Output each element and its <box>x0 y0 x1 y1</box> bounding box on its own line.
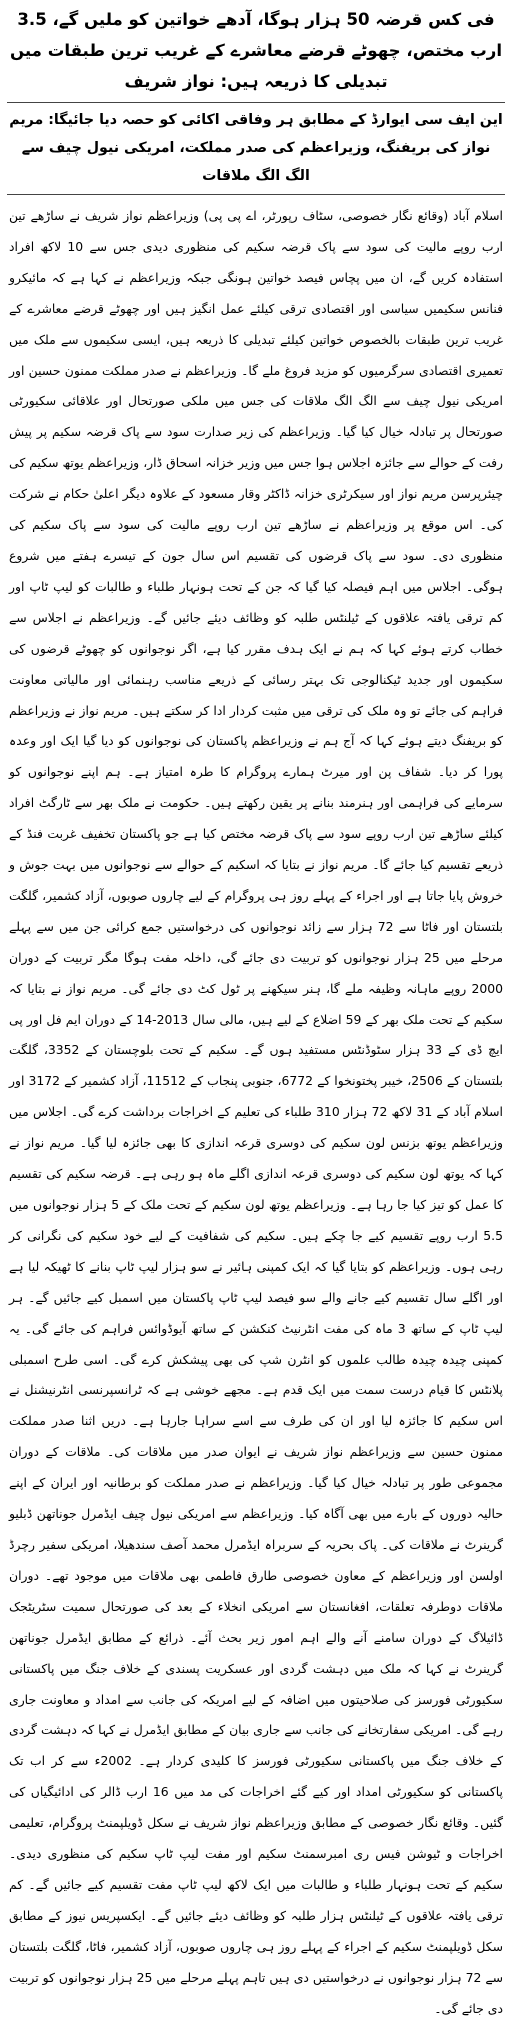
article-body: اسلام آباد (وقائع نگار خصوصی، سٹاف رپورٹر، اے پی پی) وزیراعظم نواز شریف نے ساڑھے تین ارب روپے مالیت کی سود سے پاک قرضہ سکیم کی منظوری دیدی جس سے 10 لاکھ افراد استفادہ کریں گے، ان میں پچاس فیصد خواتین ہونگی جبکہ وزیراعظم نے کہا ہے کہ مائیکرو فنانس سکیمیں سیاسی اور اقتصادی ترقی کیلئے عمل انگیز ہیں اور چھوٹے قرضے معاشرے کے غریب ترین طبقات بالخصوص خواتین کیلئے تبدیلی کا ذریعہ ہیں، ایسی سکیموں سے ملک میں تعمیری اقتصادی سرگرمیوں کو مزید فروغ ملے گا۔ وزیراعظم نے صدر مملکت ممنون حسین اور امریکی نیول چیف سے الگ الگ ملاقات کی جس میں ملکی صورتحال اور علاقائی سکیورٹی صورتحال پر تبادلہ خیال کیا گیا۔ وزیراعظم کی زیر صدارت سود سے پاک قرضہ سکیم پر پیش رفت کے حوالے سے جائزہ اجلاس ہوا جس میں وزیر خزانہ اسحاق ڈار، وزیراعظم یوتھ سکیم کی چیئرپرسن مریم نواز اور سیکرٹری خزانہ ڈاکٹر وقار مسعود کے علاوہ دیگر اعلیٰ حکام نے شرکت کی۔ اس موقع پر وزیراعظم نے ساڑھے تین ارب روپے مالیت کی سود سے پاک سکیم کی منظوری دی۔ سود سے پاک قرضوں کی تقسیم اس سال جون کے تیسرے ہفتے میں شروع ہوگی۔ اجلاس میں اہم فیصلہ کیا گیا کہ جن کے تحت ہونہار طلباء و طالبات کو لیپ ٹاپ اور کم ترقی یافتہ علاقوں کے ٹیلنٹس طلبہ کو وظائف دیئے جائیں گے۔ وزیراعظم نے اجلاس سے خطاب کرتے ہوئے کہا کہ ہم نے ایک ہدف مقرر کیا ہے، اگر نوجوانوں کو چھوٹے قرضوں کی سکیموں اور جدید ٹیکنالوجی تک بہتر رسائی کے ذریعے مناسب رہنمائی اور مالیاتی معاونت فراہم کی جائے تو وہ ملک کی ترقی میں مثبت کردار ادا کر سکتے ہیں۔ مریم نواز نے وزیراعظم کو بریفنگ دیتے ہوئے کہا کہ آج ہم نے وزیراعظم پاکستان کی نوجوانوں کو دیا گیا ایک اور وعدہ پورا کر دیا۔ شفاف پن اور میرٹ ہمارے پروگرام کا طرہ امتیاز ہے۔ ہم اپنے نوجوانوں کو سرمایے کی فراہمی اور ہنرمند بنانے پر یقین رکھتے ہیں۔ حکومت نے ملک بھر سے ٹارگٹ افراد کیلئے ساڑھے تین ارب روپے سود سے پاک قرضہ مختص کیا ہے جو پاکستان تخفیف غربت فنڈ کے ذریعے تقسیم کیا جائے گا۔ مریم نواز نے بتایا کہ اسکیم کے حوالے سے نوجوانوں میں بہت جوش و خروش پایا جاتا ہے اور اجراء کے پہلے روز ہی پروگرام کے لیے چاروں صوبوں، آزاد کشمیر، گلگت بلتستان اور فاٹا سے 72 ہزار سے زائد نوجوانوں کی درخواستیں جمع کرائی جن میں سے پہلے مرحلے میں 25 ہزار نوجوانوں کو تربیت دی جائے گی، داخلہ مفت ہوگا مگر تربیت کے دوران 2000 روپے ماہانہ وظیفہ ملے گا، ہنر سیکھنے پر ٹول کٹ دی جائے گی۔ مریم نواز نے بتایا کہ سکیم کے تحت ملک بھر کے 59 اضلاع کے لیے ہیں، مالی سال 2013-14 کے دوران ایم فل اور پی ایچ ڈی کے 33 ہزار سٹوڈنٹس مستفید ہوں گے۔ سکیم کے تحت بلوچستان کے 3352، گلگت بلتستان کے 2506، خیبر پختونخوا کے 6772، جنوبی پنجاب کے 11512، آزاد کشمیر کے 3172 اور اسلام آباد کے 31 لاکھ 72 ہزار 310 طلباء کی تعلیم کے اخراجات برداشت کرے گی۔ اجلاس میں وزیراعظم یوتھ بزنس لون سکیم کی دوسری قرعہ اندازی کا بھی جائزہ لیا گیا۔ مریم نواز نے کہا کہ یوتھ لون سکیم کی دوسری قرعہ اندازی اگلے ماہ ہو رہی ہے۔ قرضہ سکیم کی تقسیم کا عمل کو تیز کیا جا رہا ہے۔ وزیراعظم یوتھ لون سکیم کے تحت ملک کے 5 ہزار نوجوانوں میں 5.5 ارب روپے تقسیم کیے جا چکے ہیں۔ سکیم کی شفافیت کے لیے خود سکیم کی نگرانی کر رہی ہوں۔ وزیراعظم کو بتایا گیا کہ ایک کمپنی ہائیر نے سو ہزار لیپ ٹاپ بنانے کا ٹھیکہ لیا ہے اور اگلے سال تقسیم کیے جانے والے سو فیصد لیپ ٹاپ پاکستان میں اسمبل کیے جائیں گے۔ ہر لیپ ٹاپ کے ساتھ 3 ماہ کی مفت انٹرنیٹ کنکشن کے ساتھ آیوڈوائس فراہم کی جائے گی۔ یہ کمپنی چیدہ چیدہ طالب علموں کو انٹرن شپ کی بھی پیشکش کرے گی۔ اسی طرح اسمبلی پلانٹس کا قیام درست سمت میں ایک قدم ہے۔ مجھے خوشی ہے کہ ٹرانسپرنسی انٹرنیشنل نے اس سکیم کا جائزہ لیا اور ان کی طرف سے اسے سراہا جارہا ہے۔ دریں اثنا صدر مملکت ممنون حسین سے وزیراعظم نواز شریف نے ایوان صدر میں ملاقات کی۔ ملاقات کے دوران مجموعی طور پر تبادلہ خیال کیا گیا۔ وزیراعظم نے صدر مملکت کو برطانیہ اور ایران کے اپنے حالیہ دوروں کے بارے میں بھی آگاہ کیا۔ وزیراعظم سے امریکی نیول چیف ایڈمرل جوناتھن ڈبلیو گرینرٹ نے ملاقات کی۔ پاک بحریہ کے سربراہ ایڈمرل محمد آصف سندھیلا، امریکی سفیر رچرڈ اولسن اور وزیراعظم کے معاون خصوصی طارق فاطمی بھی ملاقات میں موجود تھے۔ دوران ملاقات دوطرفہ تعلقات، افغانستان سے امریکی انخلاء کے بعد کی صورتحال سمیت سٹریٹجک ڈائیلاگ کے دوران سامنے آنے والے اہم امور زیر بحث آئے۔ ذرائع کے مطابق ایڈمرل جوناتھن گرینرٹ نے کہا کہ ملک میں دہشت گردی اور عسکریت پسندی کے خلاف جنگ میں پاکستانی سکیورٹی فورسز کی صلاحیتوں میں اضافہ کے لیے امریکہ کی جانب سے امداد و معاونت جاری رہے گی۔ امریکی سفارتخانے کی جانب سے جاری بیان کے مطابق ایڈمرل نے کہا کہ دہشت گردی کے خلاف جنگ میں پاکستانی سکیورٹی فورسز کا کلیدی کردار ہے۔ 2002ء سے کر اب تک پاکستانی کو سکیورٹی امداد اور کیے گئے اخراجات کی مد میں 16 ارب ڈالر کی ادائیگیاں کی گئیں۔ وقائع نگار خصوصی کے مطابق وزیراعظم نواز شریف نے سکل ڈویلپمنٹ پروگرام، تعلیمی اخراجات و ٹیوشن فیس ری امبرسمنٹ سکیم اور مفت لیپ ٹاپ سکیم کی منظوری دیدی۔ سکیم کے تحت ہونہار طلباء و طالبات میں ایک لاکھ لیپ ٹاپ مفت تقسیم کیے جائیں گے۔ کم ترقی یافتہ علاقوں کے ٹیلنٹس ہزار طلبہ کو وظائف دیئے جائیں گے۔ ایکسپریس نیوز کے مطابق سکل ڈویلپمنٹ سکیم کے اجراء کے پہلے روز ہی چاروں صوبوں، آزاد کشمیر، فاٹا، گلگت بلتستان سے 72 ہزار نوجوانوں نے درخواستیں دی ہیں تاہم پہلے مرحلے میں 25 ہزار نوجوانوں کو تربیت دی جائے گی۔ <box>9 208 504 2016</box>
headline: فی کس قرضہ 50 ہزار ہوگا، آدھے خواتین کو ملیں گے، 3.5 ارب مختص، چھوٹے قرضے معاشرے کے غریب ترین طبقات میں تبدیلی کا ذریعہ ہیں: نواز شریف <box>9 10 503 91</box>
subheadline: این ایف سی ایوارڈ کے مطابق ہر وفاقی اکائی کو حصہ دیا جائیگا: مریم نواز کی بریفنگ، وزیراعظم کی صدر مملکت، امریکی نیول چیف سے الگ الگ ملاقات <box>7 102 505 195</box>
